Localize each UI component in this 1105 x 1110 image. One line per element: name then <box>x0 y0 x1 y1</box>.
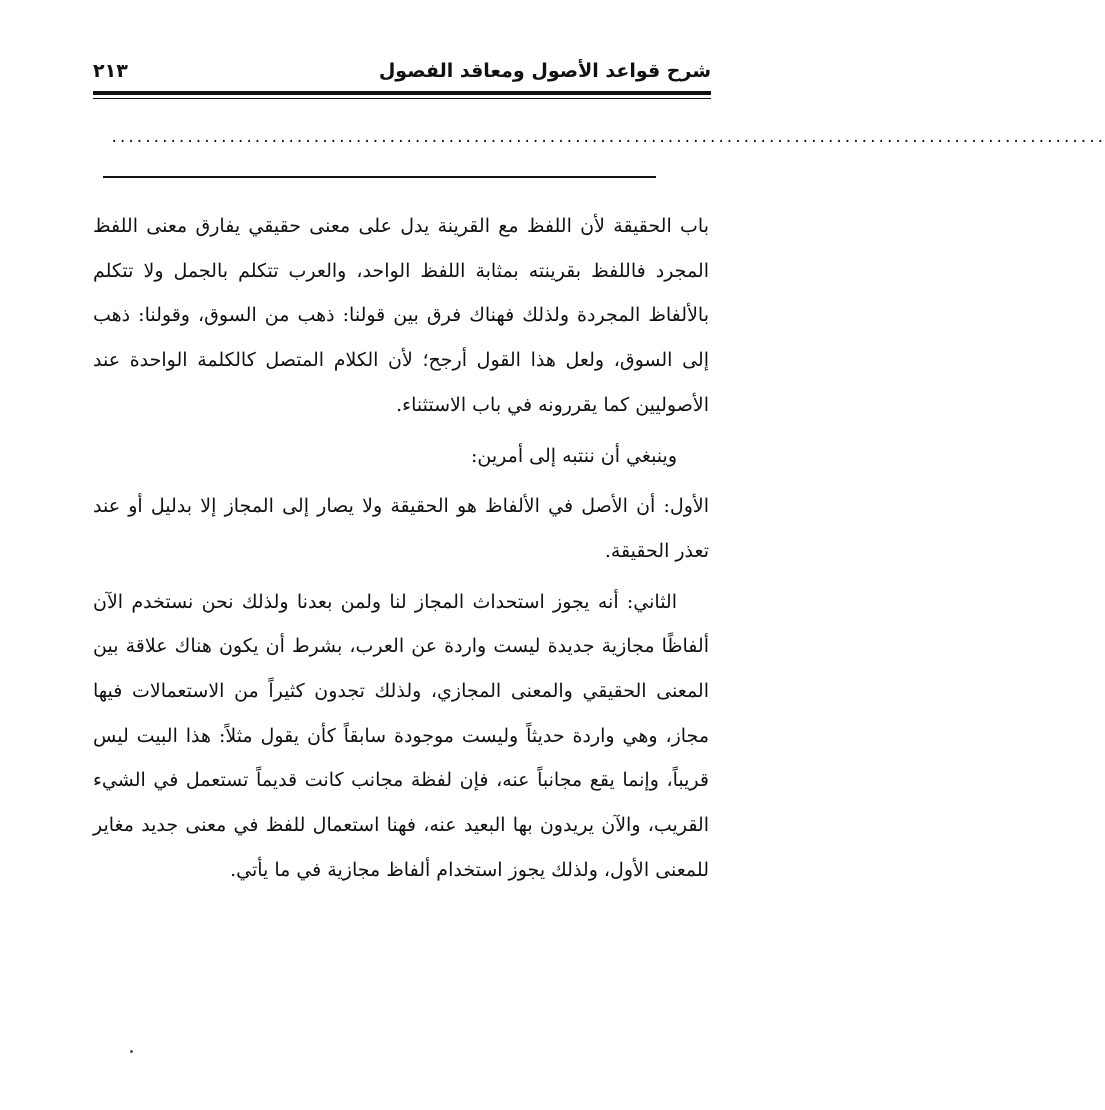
footnote-separator-rule <box>103 176 656 178</box>
body-text <box>93 204 709 893</box>
paragraph-4: الثاني: أنه يجوز استحداث المجاز لنا ولمن بعدنا ولذلك نحن نستخدم الآن ألفاظًا مجازية جديدة ليست واردة عن العرب، بشرط أن يكون هناك علاقة بين المعنى الحقيقي والمعنى المجازي، ولذلك تجدون كثيراً من الاستعمالات فيها مجاز، وهي واردة حديثاً وليست موجودة سابقاً كأن يقول مثلاً: هذا البيت ليس قريباً، وإنما يقع مجانباً عنه، فإن لفظة مجانب كانت قديماً تستعمل في الشيء القريب، والآن يريدون بها البعيد عنه، فهنا استعمال للفظ في معنى جديد مغاير للمعنى الأول، ولذلك يجوز استخدام ألفاظ مجازية في ما يأتي. <box>93 590 709 881</box>
footnote-continuation-dots: ...................................................................................................................... <box>110 130 1105 146</box>
margin-speck <box>130 1050 133 1053</box>
header-title: شرح قواعد الأصول ومعاقد الفصول <box>378 60 711 82</box>
page-number: ٢١٣ <box>93 60 128 82</box>
paragraph-1: باب الحقيقة لأن اللفظ مع القرينة يدل على معنى حقيقي يفارق معنى اللفظ المجرد فاللفظ بقرينته بمثابة اللفظ الواحد، والعرب تتكلم بالجمل ولا تتكلم بالألفاظ المجردة ولذلك فهناك فرق بين قولنا: ذهب من السوق، وقولنا: ذهب إلى السوق، ولعل هذا القول أرجح؛ لأن الكلام المتصل كالكلمة الواحدة عند الأصوليين كما يقررونه في باب الاستثناء. <box>93 215 709 416</box>
paragraph-2: وينبغي أن ننتبه إلى أمرين: <box>471 444 677 467</box>
header-rule-thick <box>93 91 711 95</box>
paragraph-3: الأول: أن الأصل في الألفاظ هو الحقيقة ولا يصار إلى المجاز إلا بدليل أو عند تعذر الحقيقة. <box>93 495 709 562</box>
header-rule-thin <box>93 98 711 99</box>
running-header <box>93 56 711 86</box>
